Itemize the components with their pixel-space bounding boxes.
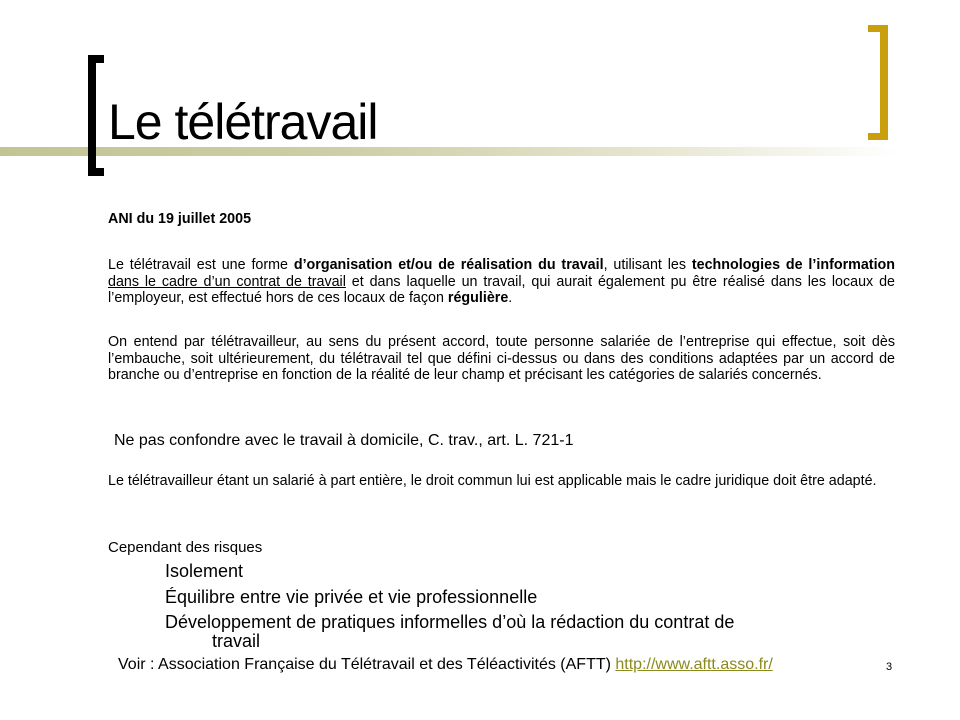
page-number: 3: [886, 661, 893, 673]
slide-title: Le télétravail: [108, 94, 378, 150]
bold-text: régulière: [447, 290, 509, 307]
text: Le télétravail est une forme: [108, 257, 294, 273]
left-bracket-top: [88, 55, 104, 63]
risk-item-text: Développement de pratiques informelles d’où la rédaction du contrat de: [165, 612, 735, 632]
left-bracket-bottom: [88, 168, 104, 176]
bold-text: d’organisation et/ou de réalisation du travail: [293, 257, 604, 273]
bold-text: technologies de l’information: [691, 257, 896, 273]
risks-intro: Cependant des risques: [108, 539, 263, 556]
see-also: [118, 656, 773, 674]
risk-item: [165, 613, 865, 651]
note-text: Ne pas confondre avec le travail à domicile, C. trav., art. L. 721-1: [114, 432, 574, 449]
risk-item: Isolement: [165, 561, 244, 581]
underlined-text: dans le cadre d’un contrat de travail: [108, 273, 346, 290]
text: et dans laquelle un travail, qui aurait également pu être réalisé dans les locaux de l’employeur, est effectué hors de ces locaux de façon: [108, 273, 895, 307]
text: .: [508, 290, 513, 307]
right-bracket-bottom: [868, 133, 888, 140]
common-law-paragraph: Le télétravailleur étant un salarié à part entière, le droit commun lui est applicable mais le cadre juridique doit être adapté.: [108, 473, 877, 489]
see-also-text: Voir : Association Française du Télétravail et des Téléactivités (AFTT): [118, 656, 616, 673]
right-bracket-decoration: [880, 25, 888, 140]
right-bracket-top: [868, 25, 888, 32]
source-heading: ANI du 19 juillet 2005: [108, 211, 252, 227]
aftt-link[interactable]: http://www.aftt.asso.fr/: [615, 656, 773, 673]
teleworker-paragraph: On entend par télétravailleur, au sens du présent accord, toute personne salariée de l’entreprise qui effectue, soit dès l’embauche, soit ultérieurement, du télétravail tel que défini ci-dessus ou dans des conditions adaptées par un accord de branche ou d’entreprise en fonction de la réalité de leur champ et précisant les catégories de salariés concernés.: [108, 334, 895, 384]
risk-item-continuation: travail: [212, 631, 261, 651]
left-bracket-decoration: [88, 55, 96, 176]
definition-paragraph: [108, 257, 895, 307]
text: , utilisant les: [603, 257, 692, 273]
risk-item: Équilibre entre vie privée et vie professionnelle: [165, 587, 538, 607]
